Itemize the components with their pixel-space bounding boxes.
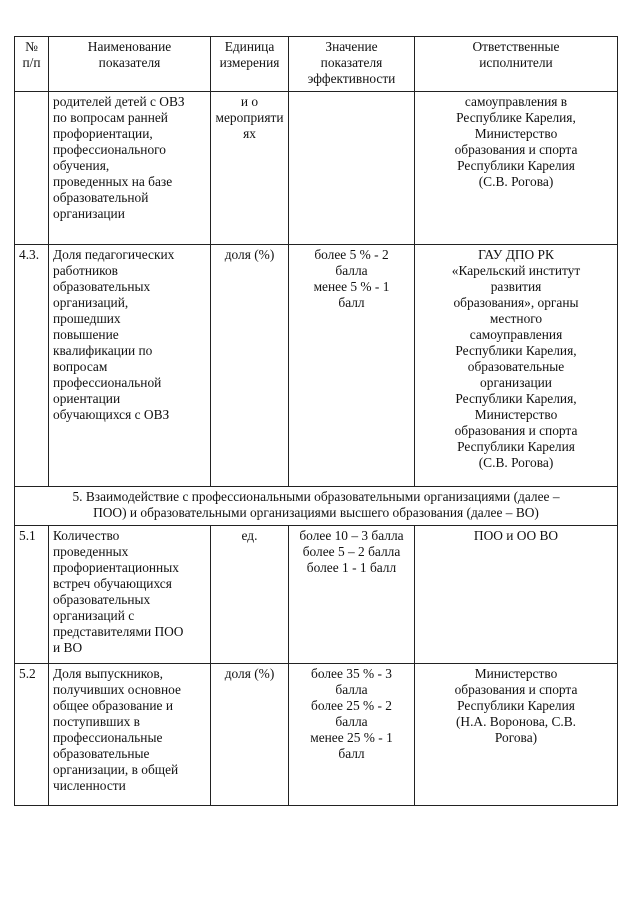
cell-line: ориентации	[53, 391, 121, 406]
cell-line: местного	[489, 311, 543, 326]
cell-line: образовательных	[53, 279, 151, 294]
row-responsible	[415, 664, 618, 806]
row-name	[49, 245, 211, 487]
cell-line: ях	[243, 126, 256, 141]
row-unit	[211, 526, 289, 664]
cell-line: и ВО	[53, 640, 83, 655]
cell-line: образовательные	[467, 359, 565, 374]
cell-line: представителями ПОО	[53, 624, 184, 639]
row-value	[289, 245, 415, 487]
cell-line: профессиональной	[53, 375, 162, 390]
cell-line: менее 25 % - 1	[310, 730, 393, 745]
cell-line: Доля выпускников,	[53, 666, 163, 681]
cell-line: Республики Карелия	[457, 698, 575, 713]
cell-line: профориентационных	[53, 560, 179, 575]
row-responsible	[415, 526, 618, 664]
cell-line: образовательные	[53, 746, 150, 761]
table-row	[15, 526, 618, 664]
cell-line: организации, в общей	[53, 762, 179, 777]
cell-line: балл	[338, 295, 365, 310]
cell-line: родителей детей с ОВЗ	[53, 94, 185, 109]
row-responsible	[415, 92, 618, 245]
cell-line: вопросам	[53, 359, 108, 374]
cell-line: Министерство	[474, 407, 558, 422]
cell-line: более 25 % - 2	[311, 698, 392, 713]
cell-line: (С.В. Рогова)	[478, 455, 554, 470]
table-row	[15, 245, 618, 487]
cell-line: проведенных на базе	[53, 174, 173, 189]
row-responsible	[415, 245, 618, 487]
cell-line: квалификации по	[53, 343, 153, 358]
cell-line: развития	[490, 279, 542, 294]
cell-line: численности	[53, 778, 126, 793]
table-header-row	[15, 37, 618, 92]
row-unit	[211, 664, 289, 806]
cell-line: (С.В. Рогова)	[478, 174, 554, 189]
cell-line: Республике Карелия,	[456, 110, 576, 125]
cell-line: общее образование и	[53, 698, 173, 713]
cell-line: и о	[240, 94, 259, 109]
cell-line: организаций с	[53, 608, 135, 623]
cell-line: более 10 – 3 балла	[299, 528, 404, 543]
row-name	[49, 92, 211, 245]
row-unit	[211, 92, 289, 245]
cell-line: балл	[338, 746, 365, 761]
cell-line: Доля педагогических	[53, 247, 175, 262]
cell-line: получивших основное	[53, 682, 181, 697]
cell-line: организаций,	[53, 295, 129, 310]
cell-line: обучающихся с ОВЗ	[53, 407, 170, 422]
cell-line: профориентации,	[53, 126, 153, 141]
cell-line: более 35 % - 3	[311, 666, 392, 681]
cell-line: образования и спорта	[454, 423, 578, 438]
section-header-row	[15, 487, 618, 526]
cell-line: организации	[480, 375, 552, 390]
row-num	[15, 92, 49, 245]
header-responsible: Ответственные исполнители	[415, 37, 618, 92]
table-row	[15, 664, 618, 806]
cell-line: Министерство	[474, 126, 558, 141]
cell-line: самоуправления в	[464, 94, 568, 109]
cell-line: мероприяти	[215, 110, 284, 125]
row-num: 4.3.	[15, 245, 49, 487]
cell-line: прошедших	[53, 311, 121, 326]
row-value	[289, 526, 415, 664]
row-value	[289, 664, 415, 806]
row-name	[49, 664, 211, 806]
cell-line: ГАУ ДПО РК	[478, 247, 554, 262]
header-num: № п/п	[15, 37, 49, 92]
cell-line: балла	[335, 714, 368, 729]
cell-line: образования и спорта	[454, 682, 578, 697]
cell-line: Количество	[53, 528, 120, 543]
cell-line: поступивших в	[53, 714, 141, 729]
cell-line: «Карельский институт	[451, 263, 581, 278]
row-value	[289, 92, 415, 245]
cell-line: ед.	[241, 528, 258, 543]
cell-line: организации	[53, 206, 125, 221]
cell-line: более 5 % - 2	[314, 247, 389, 262]
cell-line: образования и спорта	[454, 142, 578, 157]
cell-line: (Н.А. Воронова, С.В.	[455, 714, 577, 729]
header-name: Наименование показателя	[49, 37, 211, 92]
cell-line: обучения,	[53, 158, 110, 173]
row-num: 5.1	[15, 526, 49, 664]
cell-line: балла	[335, 263, 368, 278]
cell-line: более 5 – 2 балла	[302, 544, 401, 559]
cell-line: проведенных	[53, 544, 129, 559]
cell-line: профессиональные	[53, 730, 163, 745]
header-value: Значение показателя эффективности	[289, 37, 415, 92]
cell-line: Республики Карелия	[457, 158, 575, 173]
row-unit	[211, 245, 289, 487]
cell-line: Министерство	[474, 666, 558, 681]
cell-line: Республики Карелия,	[455, 391, 577, 406]
cell-line: по вопросам ранней	[53, 110, 168, 125]
cell-line: профессионального	[53, 142, 166, 157]
cell-line: повышение	[53, 327, 119, 342]
cell-line: более 1 - 1 балл	[306, 560, 397, 575]
cell-line: ПОО и ОО ВО	[473, 528, 559, 543]
cell-line: образовательной	[53, 190, 149, 205]
cell-line: Республики Карелия	[457, 439, 575, 454]
cell-line: работников	[53, 263, 118, 278]
cell-line: образования», органы	[453, 295, 579, 310]
section-5-title: 5. Взаимодействие с профессиональными образовательными организациями (далее – ПОО) и образовательными организациями высшего образования (далее – ВО)	[15, 487, 618, 526]
header-unit: Единица измерения	[211, 37, 289, 92]
cell-line: Рогова)	[494, 730, 538, 745]
table-row	[15, 92, 618, 245]
cell-line: балла	[335, 682, 368, 697]
indicators-table	[14, 36, 618, 806]
cell-line: доля (%)	[224, 247, 275, 262]
cell-line: менее 5 % - 1	[313, 279, 390, 294]
row-num: 5.2	[15, 664, 49, 806]
cell-line: доля (%)	[224, 666, 275, 681]
cell-line: самоуправления	[469, 327, 563, 342]
cell-line: Республики Карелия,	[455, 343, 577, 358]
cell-line: образовательных	[53, 592, 151, 607]
cell-line: встреч обучающихся	[53, 576, 172, 591]
row-name	[49, 526, 211, 664]
